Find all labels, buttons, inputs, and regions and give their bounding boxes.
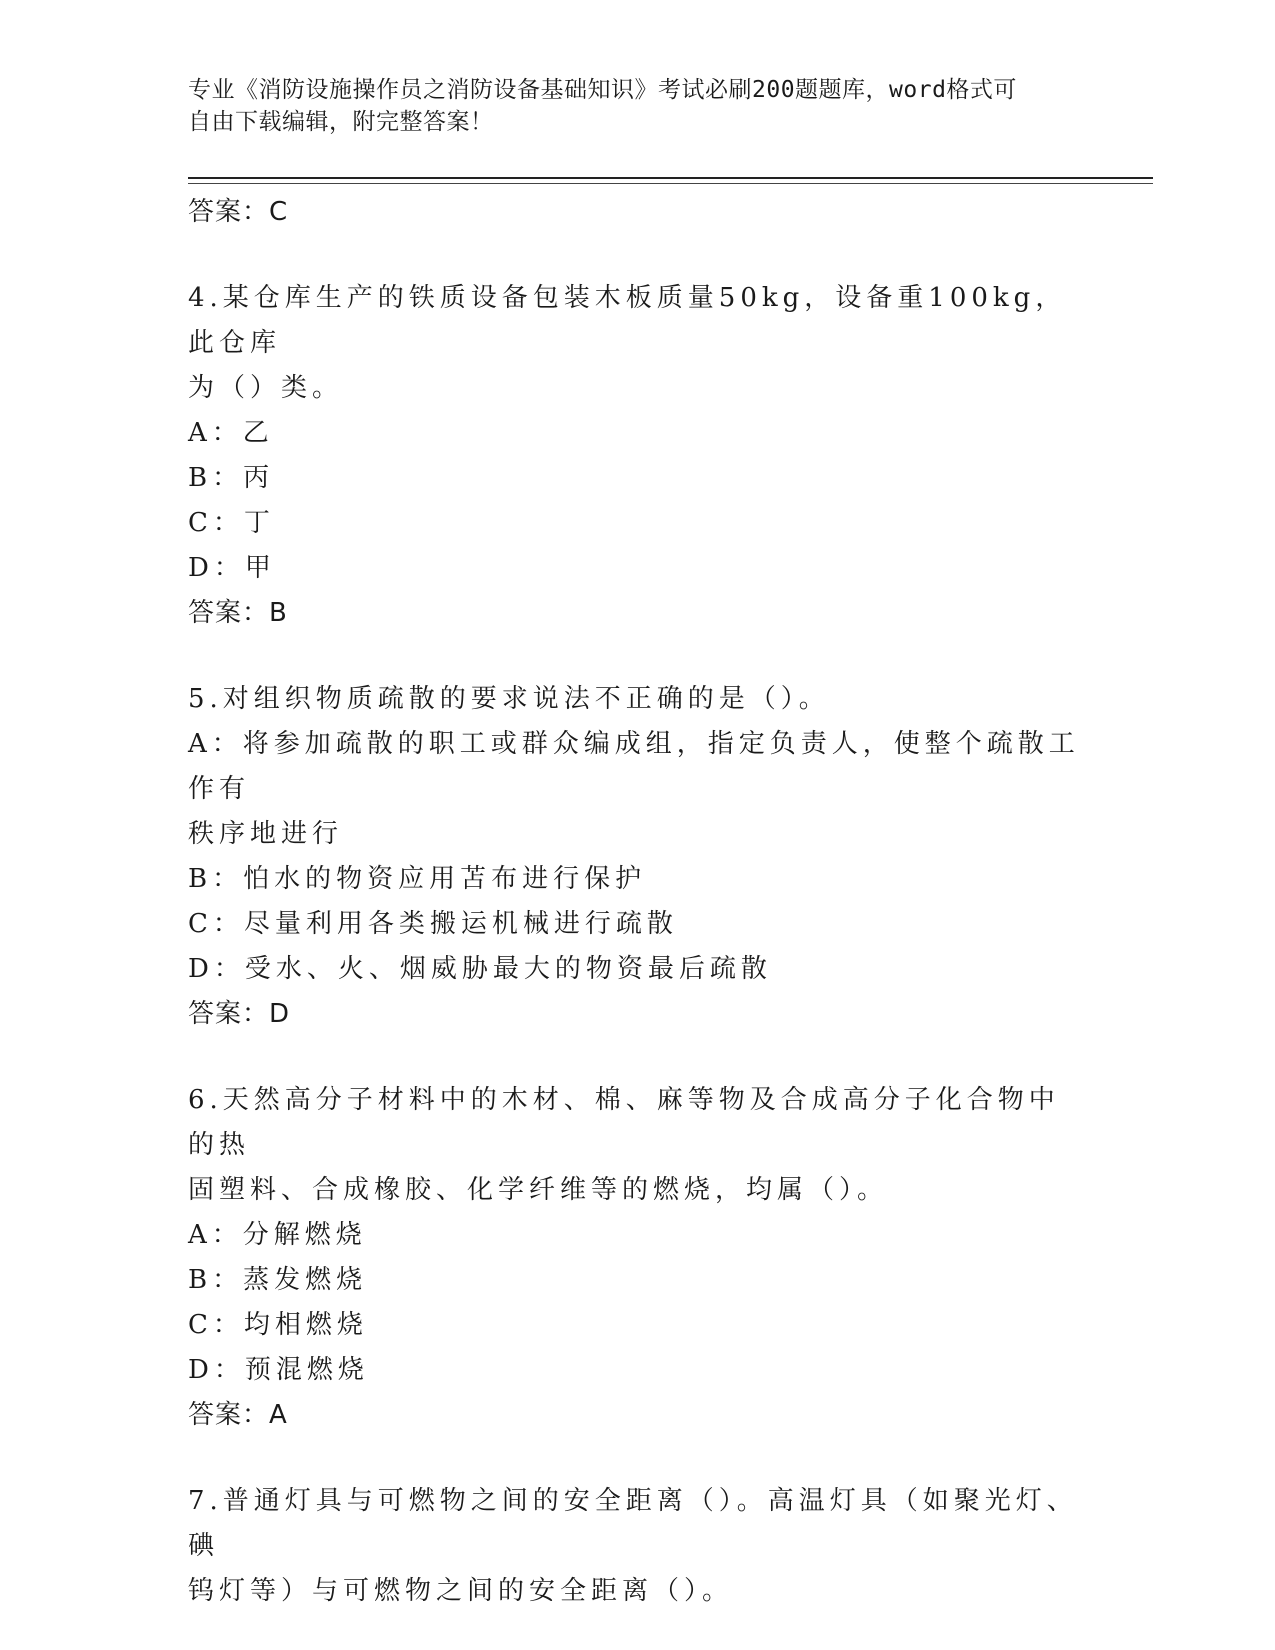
question-6-line-1: 6.天然高分子材料中的木材、棉、麻等物及合成高分子化合物中的热 [188,1085,1060,1160]
question-6-option-d: D：预混燃烧 [188,1355,369,1385]
question-6-option-c: C：均相燃烧 [188,1310,368,1340]
question-5 [188,677,1088,1036]
question-5-line-1: 5.对组织物质疏散的要求说法不正确的是（）。 [188,684,830,714]
question-4-option-b: B：丙 [188,463,275,493]
question-list [188,190,1088,1614]
question-4-option-a: A：乙 [188,418,274,448]
question-5-option-a-line-1: A：将参加疏散的职工或群众编成组，指定负责人，使整个疏散工作有 [188,729,1080,804]
question-7 [188,1479,1088,1614]
question-6-line-2: 固塑料、合成橡胶、化学纤维等的燃烧，均属（）。 [188,1175,889,1205]
question-5-option-c: C：尽量利用各类搬运机械进行疏散 [188,909,678,939]
question-6 [188,1078,1088,1437]
question-4 [188,276,1088,635]
question-5-option-a-line-2: 秩序地进行 [188,819,344,849]
question-7-line-1: 7.普通灯具与可燃物之间的安全距离（）。高温灯具（如聚光灯、碘 [188,1486,1078,1561]
document-header [188,74,1088,138]
question-4-line-1: 4.某仓库生产的铁质设备包装木板质量50kg，设备重100kg，此仓库 [188,283,1067,358]
question-6-option-b: B：蒸发燃烧 [188,1265,368,1295]
question-4-line-2: 为（）类。 [188,373,344,403]
question-6-option-a: A：分解燃烧 [188,1220,367,1250]
answer-previous: 答案：C [188,197,289,227]
header-divider-thin [188,183,1153,184]
header-line-1: 专业《消防设施操作员之消防设备基础知识》考试必刷200题题库，word格式可 [188,77,1017,103]
header-divider-thick [188,177,1153,179]
question-5-option-d: D：受水、火、烟威胁最大的物资最后疏散 [188,954,772,984]
question-5-answer: 答案：D [188,999,291,1029]
question-4-option-c: C：丁 [188,508,275,538]
header-line-2: 自由下载编辑，附完整答案！ [188,109,494,135]
question-5-option-b: B：怕水的物资应用苫布进行保护 [188,864,647,894]
question-4-option-d: D：甲 [188,553,276,583]
question-4-answer: 答案：B [188,598,288,628]
question-7-line-2: 钨灯等）与可燃物之间的安全距离（）。 [188,1576,734,1606]
question-6-answer: 答案：A [188,1400,288,1430]
